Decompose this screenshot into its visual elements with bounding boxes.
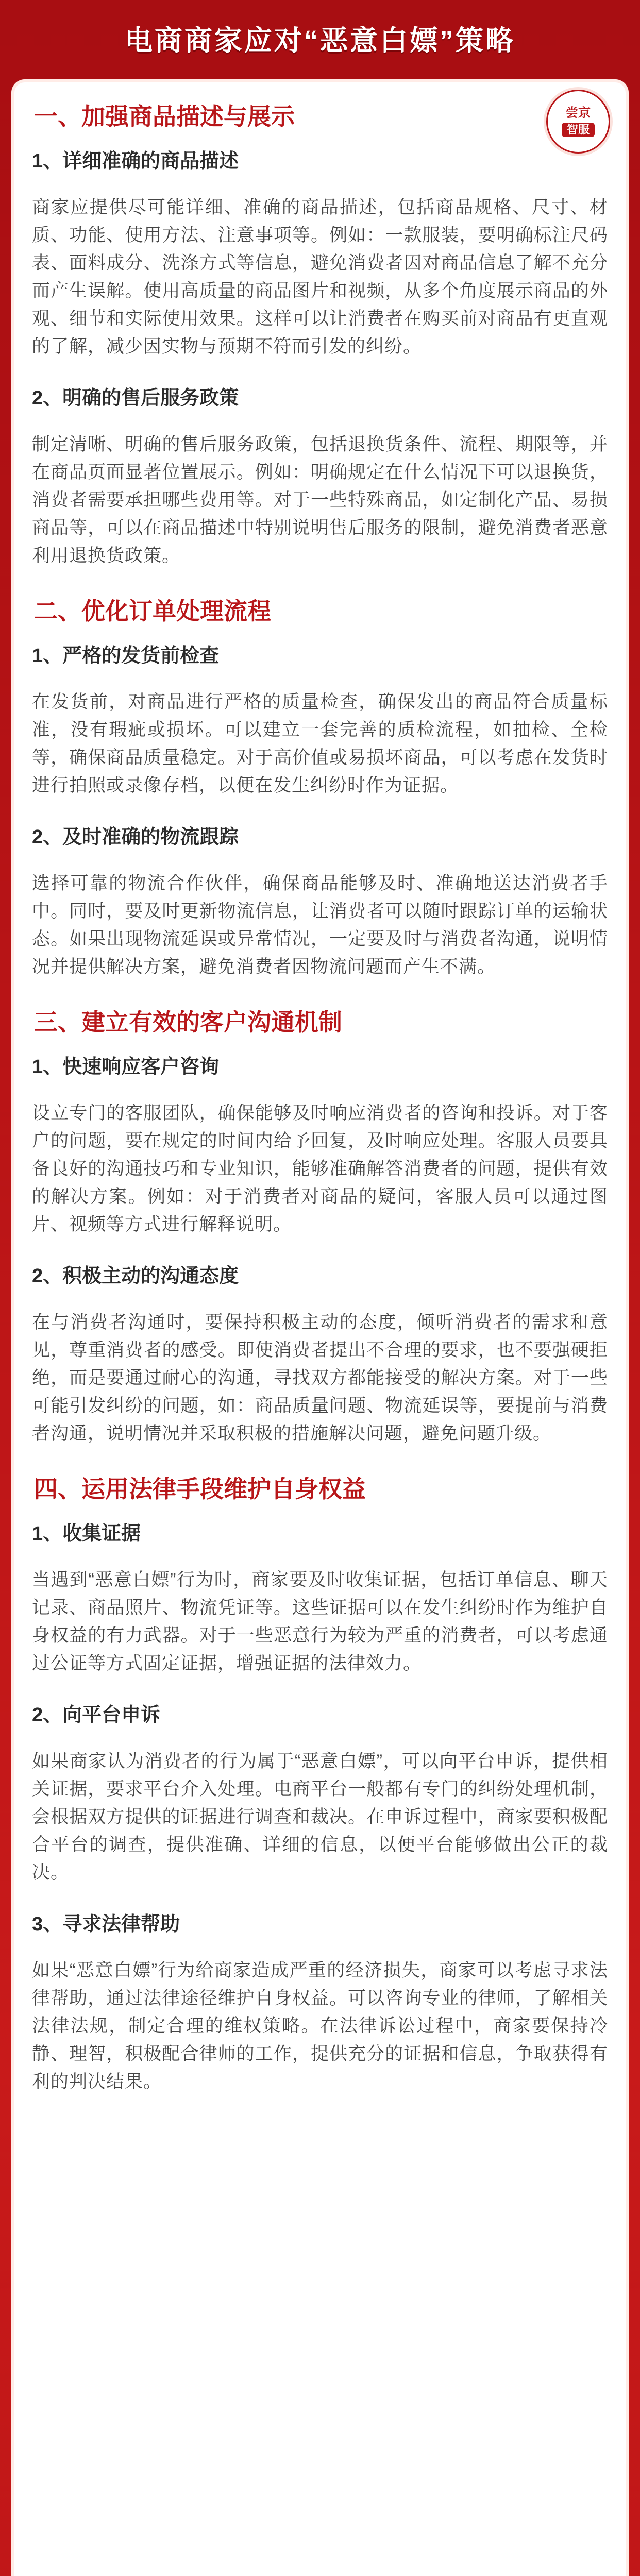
paragraph: 商家应提供尽可能详细、准确的商品描述，包括商品规格、尺寸、材质、功能、使用方法、注意事项等。例如：一款服装，要明确标注尺码表、面料成分、洗涤方式等信息，避免消费者因对商品信息了解不充分而产生误解。使用高质量的商品图片和视频，从多个角度展示商品的外观、细节和实际使用效果。这样可以让消费者在购买前对商品有更直观的了解，减少因实物与预期不符而引发的纠纷。 (32, 197, 608, 357)
badge-line2: 智服 (562, 123, 595, 137)
paragraph: 设立专门的客服团队，确保能够及时响应消费者的咨询和投诉。对于客户的问题，要在规定的时间内给予回复，及时响应处理。客服人员要具备良好的沟通技巧和专业知识，能够准确解答消费者的问题，提供有效的解决方案。例如：对于消费者对商品的疑问，客服人员可以通过图片、视频等方式进行解释说明。 (32, 1103, 608, 1234)
subsection-title: 2、积极主动的沟通态度 (32, 1265, 239, 1287)
paragraph: 如果商家认为消费者的行为属于“恶意白嫖”，可以向平台申诉，提供相关证据，要求平台介入处理。电商平台一般都有专门的纠纷处理机制，会根据双方提供的证据进行调查和裁决。在申诉过程中，商家要积极配合平台的调查，提供准确、详细的信息，以便平台能够做出公正的裁决。 (32, 1751, 608, 1883)
page-header (0, 0, 640, 76)
paragraph: 制定清晰、明确的售后服务政策，包括退换货条件、流程、期限等，并在商品页面显著位置展示。例如：明确规定在什么情况下可以退换货，消费者需要承担哪些费用等。对于一些特殊商品，如定制化产品、易损商品等，可以在商品描述中特别说明售后服务的限制，避免消费者恶意利用退换货政策。 (32, 434, 608, 566)
section-title: 一、加强商品描述与展示 (34, 103, 295, 130)
section-title: 三、建立有效的客户沟通机制 (34, 1009, 342, 1036)
badge-line1: 尝京 (566, 106, 591, 120)
paragraph: 选择可靠的物流合作伙伴，确保商品能够及时、准确地送达消费者手中。同时，要及时更新物流信息，让消费者可以随时跟踪订单的运输状态。如果出现物流延误或异常情况，一定要及时与消费者沟通，说明情况并提供解决方案，避免消费者因物流问题而产生不满。 (32, 873, 608, 977)
content-card (11, 79, 629, 2576)
subsection-title: 2、明确的售后服务政策 (32, 387, 239, 409)
paragraph: 如果“恶意白嫖”行为给商家造成严重的经济损失，商家可以考虑寻求法律帮助，通过法律途径维护自身权益。可以咨询专业的律师，了解相关法律法规，制定合理的维权策略。在法律诉讼过程中，商家要保持冷静、理智，积极配合律师的工作，提供充分的证据和信息，争取获得有利的判决结果。 (32, 1960, 608, 2092)
subsection-title: 2、向平台申诉 (32, 1704, 161, 1726)
paragraph: 当遇到“恶意白嫖”行为时，商家要及时收集证据，包括订单信息、聊天记录、商品照片、物流凭证等。这些证据可以在发生纠纷时作为维护自身权益的有力武器。对于一些恶意行为较为严重的消费者，可以考虑通过公证等方式固定证据，增强证据的法律效力。 (32, 1570, 608, 1673)
subsection-title: 1、严格的发货前检查 (32, 645, 220, 667)
paragraph: 在发货前，对商品进行严格的质量检查，确保发出的商品符合质量标准，没有瑕疵或损坏。可以建立一套完善的质检流程，如抽检、全检等，确保商品质量稳定。对于高价值或易损坏商品，可以考虑在发货时进行拍照或录像存档，以便在发生纠纷时作为证据。 (32, 692, 608, 795)
article-body (11, 79, 629, 2111)
brand-badge (546, 90, 610, 154)
paragraph: 在与消费者沟通时，要保持积极主动的态度，倾听消费者的需求和意见，尊重消费者的感受。即使消费者提出不合理的要求，也不要强硬拒绝，而是要通过耐心的沟通，寻找双方都能接受的解决方案。对于一些可能引发纠纷的问题，如：商品质量问题、物流延误等，要提前与消费者沟通，说明情况并采取积极的措施解决问题，避免问题升级。 (32, 1312, 608, 1444)
subsection-title: 1、收集证据 (32, 1523, 141, 1545)
subsection-title: 1、详细准确的商品描述 (32, 150, 239, 172)
subsection-title: 1、快速响应客户咨询 (32, 1056, 220, 1078)
section-title: 二、优化订单处理流程 (34, 598, 271, 624)
subsection-title: 3、寻求法律帮助 (32, 1913, 180, 1935)
page-title: 电商商家应对“恶意白嫖”策略 (125, 25, 515, 56)
subsection-title: 2、及时准确的物流跟踪 (32, 826, 239, 848)
section-title: 四、运用法律手段维护自身权益 (34, 1476, 366, 1502)
